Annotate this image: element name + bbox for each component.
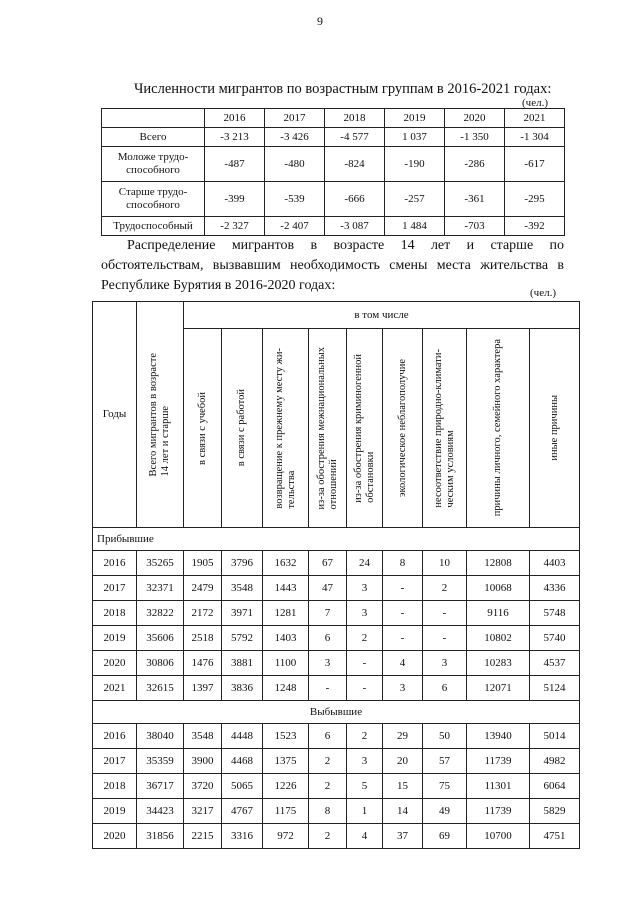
reason-value-cell: 2 [309,824,347,849]
reason-value-cell: 12808 [467,551,530,576]
table1-value-cell: -257 [385,182,445,217]
total-cell: 32371 [137,576,184,601]
reason-value-cell: 10283 [467,651,530,676]
reason-value-cell: 7 [309,601,347,626]
reason-value-cell: 1 [347,799,383,824]
reason-value-cell: 4 [383,651,423,676]
reason-value-cell: 13940 [467,724,530,749]
age-group-table [101,108,565,236]
reason-value-cell: 2518 [184,626,222,651]
reason-value-cell: 1100 [263,651,309,676]
reason-value-cell: 2 [309,774,347,799]
year-cell: 2016 [93,724,137,749]
table1-title: Численности мигрантов по возрастным группам в 2016-2021 годах: [134,81,552,97]
table2-unit: (чел.) [530,287,556,299]
reason-value-cell: 3971 [222,601,263,626]
reason-value-cell: 4751 [530,824,580,849]
total-migrants-header [137,302,184,528]
table1-value-cell: -2 407 [265,217,325,236]
table1-year-header: 2021 [505,109,565,128]
reason-value-cell: 5124 [530,676,580,701]
total-cell: 35359 [137,749,184,774]
page-number: 9 [317,14,323,28]
reason-column-header-text: экологическое неблагополучие [396,358,408,498]
reason-column-header-text: причины личного, семейного характера [492,339,503,517]
reason-value-cell: - [383,626,423,651]
reason-value-cell: - [347,651,383,676]
departures-data-row [93,774,580,799]
table1-value-cell: -190 [385,147,445,182]
table1-value-cell: -480 [265,147,325,182]
reason-value-cell: 1403 [263,626,309,651]
table1-value-cell: -666 [325,182,385,217]
table1-value-cell: -1 304 [505,128,565,147]
table1-value-cell: -703 [445,217,505,236]
reason-value-cell: 5748 [530,601,580,626]
total-cell: 35265 [137,551,184,576]
reason-value-cell: 11739 [467,799,530,824]
reason-value-cell: 1281 [263,601,309,626]
reason-value-cell: 1375 [263,749,309,774]
arrivals-data-row [93,626,580,651]
table1-year-header: 2020 [445,109,505,128]
reason-value-cell: 4403 [530,551,580,576]
reason-value-cell: 3548 [184,724,222,749]
reason-column-header [530,329,580,528]
reason-value-cell: 10802 [467,626,530,651]
arrivals-section-label: Прибывшие [93,528,580,551]
year-cell: 2021 [93,676,137,701]
year-cell: 2018 [93,774,137,799]
table1-unit: (чел.) [522,97,548,109]
reason-value-cell: 3 [383,676,423,701]
table1-value-cell: -3 087 [325,217,385,236]
reason-column-header-text: в связи с учебой [196,391,208,465]
year-cell: 2020 [93,824,137,849]
table1-year-header: 2016 [205,109,265,128]
table1-value-cell: -539 [265,182,325,217]
total-cell: 32615 [137,676,184,701]
table1-value-cell: -1 350 [445,128,505,147]
reason-value-cell: 75 [423,774,467,799]
table1-year-header: 2019 [385,109,445,128]
arrivals-section-row [93,528,580,551]
reason-value-cell: - [423,601,467,626]
reason-value-cell: 3316 [222,824,263,849]
reason-value-cell: 3 [347,601,383,626]
year-cell: 2019 [93,799,137,824]
departures-data-row [93,799,580,824]
total-cell: 30806 [137,651,184,676]
including-header: в том числе [184,302,580,329]
reason-column-header [347,329,383,528]
reason-column-header [383,329,423,528]
reason-value-cell: 5014 [530,724,580,749]
reason-column-header-text: несоответствие природно-климати- ческим условиям [432,348,456,508]
reason-value-cell: 5740 [530,626,580,651]
reason-column-header-text: из-за обострения криминогенной обстановки [352,353,376,503]
reason-value-cell: 15 [383,774,423,799]
reason-value-cell: 972 [263,824,309,849]
reason-value-cell: 5065 [222,774,263,799]
table1-row-label: Моложе трудо- способного [102,147,205,182]
departures-data-row [93,824,580,849]
reason-value-cell: 8 [383,551,423,576]
reason-value-cell: 11301 [467,774,530,799]
reason-value-cell: 4537 [530,651,580,676]
table1-row [102,128,565,147]
total-cell: 34423 [137,799,184,824]
reason-value-cell: 24 [347,551,383,576]
reason-value-cell: 11739 [467,749,530,774]
reason-value-cell: 2172 [184,601,222,626]
reason-column-header [467,329,530,528]
reason-value-cell: 1523 [263,724,309,749]
arrivals-data-row [93,551,580,576]
reason-value-cell: 69 [423,824,467,849]
reason-value-cell: 4448 [222,724,263,749]
reason-value-cell: 1397 [184,676,222,701]
arrivals-data-row [93,676,580,701]
table1-row [102,147,565,182]
table1-year-header: 2018 [325,109,385,128]
departures-section-row [93,701,580,724]
reason-value-cell: 6 [309,626,347,651]
table1-value-cell: -487 [205,147,265,182]
reason-value-cell: 4767 [222,799,263,824]
reason-value-cell: 3548 [222,576,263,601]
migration-reasons-table [92,301,580,849]
reason-value-cell: 4336 [530,576,580,601]
total-cell: 38040 [137,724,184,749]
reason-value-cell: 2 [423,576,467,601]
table1-value-cell: -392 [505,217,565,236]
reason-value-cell: 1443 [263,576,309,601]
reason-value-cell: 3796 [222,551,263,576]
reason-value-cell: 3900 [184,749,222,774]
table1-value-cell: -399 [205,182,265,217]
reason-value-cell: - [383,576,423,601]
table1-value-cell: -617 [505,147,565,182]
reason-value-cell: 9116 [467,601,530,626]
arrivals-data-row [93,651,580,676]
reason-value-cell: 2 [309,749,347,774]
reason-value-cell: 3720 [184,774,222,799]
reason-value-cell: 2 [347,724,383,749]
reason-value-cell: 5 [347,774,383,799]
arrivals-data-row [93,601,580,626]
reason-value-cell: - [383,601,423,626]
years-header: Годы [93,302,137,528]
year-cell: 2016 [93,551,137,576]
departures-section-label: Выбывшие [93,701,580,724]
reason-value-cell: 57 [423,749,467,774]
table1-value-cell: -4 577 [325,128,385,147]
reason-value-cell: 29 [383,724,423,749]
reason-value-cell: 2215 [184,824,222,849]
reason-value-cell: 3 [347,749,383,774]
reason-value-cell: 5829 [530,799,580,824]
reason-value-cell: 10068 [467,576,530,601]
reason-column-header [309,329,347,528]
reason-value-cell: 8 [309,799,347,824]
reason-value-cell: 4468 [222,749,263,774]
table1-corner-cell [102,109,205,128]
reason-column-header-text: из-за обострения межнациональных отношений [315,346,339,510]
table1-row-label: Трудоспособный [102,217,205,236]
reason-value-cell: - [347,676,383,701]
total-cell: 36717 [137,774,184,799]
total-cell: 35606 [137,626,184,651]
table1-value-cell: 1 037 [385,128,445,147]
table1-value-cell: -361 [445,182,505,217]
reason-value-cell: 12071 [467,676,530,701]
reason-value-cell: 50 [423,724,467,749]
reason-value-cell: 3 [423,651,467,676]
reason-value-cell: 3881 [222,651,263,676]
reason-value-cell: 3217 [184,799,222,824]
reason-value-cell: 10700 [467,824,530,849]
total-migrants-header-text: Всего мигрантов в возрасте 14 лет и старше [148,352,171,477]
reason-column-header-text: в связи с работой [236,389,247,467]
table1-value-cell: -3 426 [265,128,325,147]
reason-value-cell: 20 [383,749,423,774]
table1-value-cell: -3 213 [205,128,265,147]
table1-header-row [102,109,565,128]
year-cell: 2018 [93,601,137,626]
reason-value-cell: 1476 [184,651,222,676]
total-cell: 31856 [137,824,184,849]
reason-value-cell: 14 [383,799,423,824]
reason-column-header [222,329,263,528]
table2-header-row-1 [93,302,580,329]
table1-row [102,217,565,236]
table1-value-cell: -286 [445,147,505,182]
year-cell: 2017 [93,576,137,601]
reason-value-cell: 37 [383,824,423,849]
reason-column-header-text: возвращение к прежнему месту жи- тельства [273,347,297,509]
reason-value-cell: 3 [347,576,383,601]
reason-value-cell: 6064 [530,774,580,799]
reason-value-cell: 1905 [184,551,222,576]
reason-value-cell: 4 [347,824,383,849]
reason-value-cell: 67 [309,551,347,576]
reason-value-cell: 6 [309,724,347,749]
reason-column-header [263,329,309,528]
reason-column-header [184,329,222,528]
reason-value-cell: - [309,676,347,701]
table1-row-label: Всего [102,128,205,147]
year-cell: 2020 [93,651,137,676]
table1-row-label: Старше трудо- способного [102,182,205,217]
total-cell: 32822 [137,601,184,626]
table1-row [102,182,565,217]
intro-paragraph: Распределение мигрантов в возрасте 14 лет и старше по обстоятельствам, вызвавшим необходимость смены места жительства в Республике Бурятия в 2016-2020 годах: [101,238,564,293]
table1-value-cell: -824 [325,147,385,182]
year-cell: 2017 [93,749,137,774]
reason-value-cell: 49 [423,799,467,824]
reason-value-cell: 4982 [530,749,580,774]
reason-column-header [423,329,467,528]
reason-value-cell: 47 [309,576,347,601]
table1-value-cell: -2 327 [205,217,265,236]
reason-value-cell: 1632 [263,551,309,576]
table1-value-cell: 1 484 [385,217,445,236]
reason-value-cell: 5792 [222,626,263,651]
reason-value-cell: 1175 [263,799,309,824]
reason-value-cell: 2479 [184,576,222,601]
reason-value-cell: 3 [309,651,347,676]
year-cell: 2019 [93,626,137,651]
reason-value-cell: 2 [347,626,383,651]
reason-value-cell: 10 [423,551,467,576]
arrivals-data-row [93,576,580,601]
table1-year-header: 2017 [265,109,325,128]
reason-value-cell: 1248 [263,676,309,701]
reason-column-header-text: иные причины [548,395,560,461]
reason-value-cell: 3836 [222,676,263,701]
departures-data-row [93,749,580,774]
reason-value-cell: 6 [423,676,467,701]
table1-value-cell: -295 [505,182,565,217]
reason-value-cell: - [423,626,467,651]
reason-value-cell: 1226 [263,774,309,799]
departures-data-row [93,724,580,749]
